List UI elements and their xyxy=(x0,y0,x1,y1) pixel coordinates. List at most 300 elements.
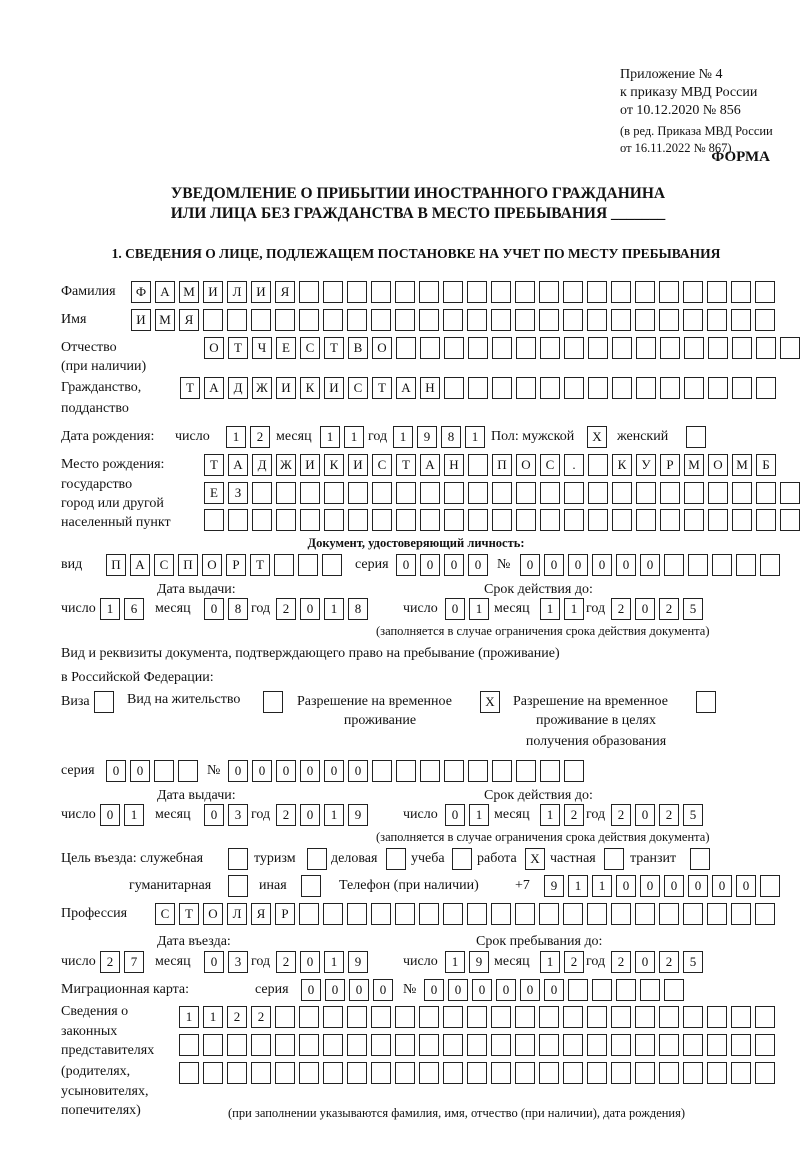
char-box[interactable]: 0 xyxy=(348,760,368,782)
char-box[interactable] xyxy=(395,1006,415,1028)
char-box[interactable] xyxy=(659,1034,679,1056)
char-box[interactable] xyxy=(515,309,535,331)
char-box[interactable]: 0 xyxy=(424,979,444,1001)
char-box[interactable] xyxy=(660,377,680,399)
char-box[interactable] xyxy=(708,482,728,504)
char-box[interactable] xyxy=(395,309,415,331)
char-box[interactable]: 2 xyxy=(227,1006,247,1028)
char-box[interactable]: 0 xyxy=(396,554,416,576)
char-box[interactable] xyxy=(251,309,271,331)
char-box[interactable]: 0 xyxy=(640,554,660,576)
char-box[interactable] xyxy=(612,337,632,359)
char-box[interactable] xyxy=(592,979,612,1001)
char-box[interactable]: О xyxy=(202,554,222,576)
char-box[interactable]: 0 xyxy=(448,979,468,1001)
char-box[interactable]: З xyxy=(228,482,248,504)
char-box[interactable] xyxy=(540,482,560,504)
char-box[interactable] xyxy=(491,281,511,303)
char-box[interactable] xyxy=(94,691,114,713)
char-box[interactable] xyxy=(683,1006,703,1028)
char-box[interactable] xyxy=(252,509,272,531)
char-box[interactable] xyxy=(712,554,732,576)
char-box[interactable] xyxy=(732,482,752,504)
char-box[interactable]: 1 xyxy=(568,875,588,897)
char-box[interactable]: 1 xyxy=(324,804,344,826)
char-box[interactable]: . xyxy=(564,454,584,476)
char-box[interactable]: О xyxy=(203,903,223,925)
char-box[interactable]: И xyxy=(348,454,368,476)
char-box[interactable] xyxy=(204,509,224,531)
char-box[interactable] xyxy=(588,454,608,476)
char-box[interactable] xyxy=(731,1062,751,1084)
char-box[interactable] xyxy=(587,1006,607,1028)
char-box[interactable]: 0 xyxy=(204,951,224,973)
char-box[interactable]: К xyxy=(324,454,344,476)
char-box[interactable] xyxy=(686,426,706,448)
char-box[interactable] xyxy=(755,309,775,331)
char-box[interactable]: 2 xyxy=(276,598,296,620)
char-box[interactable] xyxy=(683,903,703,925)
char-box[interactable]: 0 xyxy=(130,760,150,782)
char-box[interactable]: А xyxy=(204,377,224,399)
char-box[interactable]: 0 xyxy=(712,875,732,897)
char-box[interactable] xyxy=(492,760,512,782)
char-box[interactable] xyxy=(611,1006,631,1028)
char-box[interactable]: 1 xyxy=(124,804,144,826)
char-box[interactable]: 0 xyxy=(444,554,464,576)
char-box[interactable]: Н xyxy=(420,377,440,399)
char-box[interactable]: 2 xyxy=(564,804,584,826)
char-box[interactable] xyxy=(371,281,391,303)
char-box[interactable] xyxy=(467,1034,487,1056)
char-box[interactable] xyxy=(731,1034,751,1056)
char-box[interactable]: 9 xyxy=(348,804,368,826)
char-box[interactable] xyxy=(707,1006,727,1028)
char-box[interactable] xyxy=(324,509,344,531)
char-box[interactable] xyxy=(568,979,588,1001)
char-box[interactable] xyxy=(275,1062,295,1084)
char-box[interactable]: 0 xyxy=(635,804,655,826)
char-box[interactable] xyxy=(707,309,727,331)
char-box[interactable] xyxy=(276,509,296,531)
char-box[interactable]: 6 xyxy=(124,598,144,620)
char-box[interactable]: И xyxy=(131,309,151,331)
char-box[interactable] xyxy=(588,377,608,399)
char-box[interactable] xyxy=(347,903,367,925)
char-box[interactable] xyxy=(443,1062,463,1084)
char-box[interactable]: 2 xyxy=(251,1006,271,1028)
char-box[interactable]: 2 xyxy=(659,951,679,973)
char-box[interactable]: 1 xyxy=(469,598,489,620)
char-box[interactable] xyxy=(640,979,660,1001)
char-box[interactable]: 0 xyxy=(616,554,636,576)
char-box[interactable] xyxy=(684,509,704,531)
char-box[interactable] xyxy=(683,281,703,303)
char-box[interactable] xyxy=(636,377,656,399)
char-box[interactable] xyxy=(179,1062,199,1084)
char-box[interactable] xyxy=(563,281,583,303)
char-box[interactable] xyxy=(467,903,487,925)
char-box[interactable] xyxy=(371,1006,391,1028)
char-box[interactable] xyxy=(780,509,800,531)
char-box[interactable] xyxy=(395,903,415,925)
char-box[interactable] xyxy=(347,1062,367,1084)
char-box[interactable] xyxy=(323,903,343,925)
char-box[interactable]: 9 xyxy=(348,951,368,973)
char-box[interactable] xyxy=(275,1006,295,1028)
char-box[interactable] xyxy=(563,309,583,331)
char-box[interactable] xyxy=(347,1006,367,1028)
char-box[interactable] xyxy=(300,509,320,531)
char-box[interactable] xyxy=(299,309,319,331)
char-box[interactable] xyxy=(588,482,608,504)
char-box[interactable]: 1 xyxy=(324,598,344,620)
char-box[interactable]: 1 xyxy=(179,1006,199,1028)
char-box[interactable] xyxy=(684,337,704,359)
char-box[interactable] xyxy=(275,309,295,331)
char-box[interactable] xyxy=(301,875,321,897)
char-box[interactable]: 1 xyxy=(344,426,364,448)
char-box[interactable] xyxy=(443,309,463,331)
char-box[interactable] xyxy=(636,337,656,359)
char-box[interactable] xyxy=(274,554,294,576)
char-box[interactable] xyxy=(323,281,343,303)
char-box[interactable]: А xyxy=(130,554,150,576)
char-box[interactable] xyxy=(263,691,283,713)
char-box[interactable] xyxy=(347,281,367,303)
char-box[interactable]: 1 xyxy=(226,426,246,448)
char-box[interactable]: Л xyxy=(227,903,247,925)
char-box[interactable]: 2 xyxy=(659,804,679,826)
char-box[interactable] xyxy=(395,281,415,303)
char-box[interactable] xyxy=(348,482,368,504)
char-box[interactable]: Р xyxy=(275,903,295,925)
char-box[interactable] xyxy=(467,309,487,331)
char-box[interactable] xyxy=(492,337,512,359)
char-box[interactable]: 1 xyxy=(469,804,489,826)
char-box[interactable]: 2 xyxy=(611,598,631,620)
char-box[interactable] xyxy=(347,1034,367,1056)
char-box[interactable]: Е xyxy=(204,482,224,504)
char-box[interactable]: 0 xyxy=(568,554,588,576)
char-box[interactable] xyxy=(755,1034,775,1056)
char-box[interactable] xyxy=(539,309,559,331)
char-box[interactable] xyxy=(612,377,632,399)
char-box[interactable] xyxy=(540,337,560,359)
char-box[interactable]: В xyxy=(348,337,368,359)
char-box[interactable] xyxy=(419,309,439,331)
char-box[interactable] xyxy=(492,509,512,531)
char-box[interactable] xyxy=(203,309,223,331)
char-box[interactable]: 0 xyxy=(520,554,540,576)
char-box[interactable]: X xyxy=(480,691,500,713)
char-box[interactable] xyxy=(468,377,488,399)
char-box[interactable] xyxy=(636,509,656,531)
char-box[interactable]: 1 xyxy=(564,598,584,620)
char-box[interactable]: 2 xyxy=(564,951,584,973)
char-box[interactable] xyxy=(708,377,728,399)
char-box[interactable] xyxy=(420,509,440,531)
char-box[interactable] xyxy=(635,1006,655,1028)
char-box[interactable]: Ф xyxy=(131,281,151,303)
char-box[interactable]: И xyxy=(203,281,223,303)
char-box[interactable]: П xyxy=(178,554,198,576)
char-box[interactable] xyxy=(228,509,248,531)
char-box[interactable] xyxy=(468,454,488,476)
char-box[interactable]: 0 xyxy=(616,875,636,897)
char-box[interactable]: 0 xyxy=(640,875,660,897)
char-box[interactable] xyxy=(467,1006,487,1028)
char-box[interactable] xyxy=(731,281,751,303)
char-box[interactable] xyxy=(696,691,716,713)
char-box[interactable] xyxy=(492,377,512,399)
char-box[interactable]: Т xyxy=(228,337,248,359)
char-box[interactable] xyxy=(564,760,584,782)
char-box[interactable] xyxy=(491,903,511,925)
char-box[interactable] xyxy=(780,482,800,504)
char-box[interactable] xyxy=(275,1034,295,1056)
char-box[interactable]: С xyxy=(300,337,320,359)
char-box[interactable] xyxy=(731,903,751,925)
char-box[interactable]: 0 xyxy=(300,951,320,973)
char-box[interactable] xyxy=(300,482,320,504)
char-box[interactable] xyxy=(443,1006,463,1028)
char-box[interactable]: 0 xyxy=(300,760,320,782)
char-box[interactable] xyxy=(515,281,535,303)
char-box[interactable]: П xyxy=(492,454,512,476)
char-box[interactable] xyxy=(756,509,776,531)
char-box[interactable]: 0 xyxy=(228,760,248,782)
char-box[interactable] xyxy=(491,1062,511,1084)
char-box[interactable]: 1 xyxy=(465,426,485,448)
char-box[interactable]: 8 xyxy=(228,598,248,620)
char-box[interactable] xyxy=(179,1034,199,1056)
char-box[interactable]: Т xyxy=(250,554,270,576)
char-box[interactable] xyxy=(419,1006,439,1028)
char-box[interactable]: 0 xyxy=(252,760,272,782)
char-box[interactable] xyxy=(588,509,608,531)
char-box[interactable] xyxy=(683,1062,703,1084)
char-box[interactable]: С xyxy=(372,454,392,476)
char-box[interactable] xyxy=(587,281,607,303)
char-box[interactable] xyxy=(322,554,342,576)
char-box[interactable] xyxy=(396,760,416,782)
char-box[interactable]: Т xyxy=(204,454,224,476)
char-box[interactable]: 0 xyxy=(349,979,369,1001)
char-box[interactable] xyxy=(323,1034,343,1056)
char-box[interactable] xyxy=(539,1006,559,1028)
char-box[interactable] xyxy=(444,760,464,782)
char-box[interactable] xyxy=(491,309,511,331)
char-box[interactable]: 1 xyxy=(540,598,560,620)
char-box[interactable] xyxy=(419,1034,439,1056)
char-box[interactable]: Ж xyxy=(252,377,272,399)
char-box[interactable] xyxy=(467,281,487,303)
char-box[interactable]: 2 xyxy=(276,804,296,826)
char-box[interactable]: Р xyxy=(660,454,680,476)
char-box[interactable] xyxy=(660,337,680,359)
char-box[interactable] xyxy=(707,1034,727,1056)
char-box[interactable]: 9 xyxy=(417,426,437,448)
char-box[interactable] xyxy=(299,1034,319,1056)
char-box[interactable]: 0 xyxy=(301,979,321,1001)
char-box[interactable]: С xyxy=(154,554,174,576)
char-box[interactable]: М xyxy=(179,281,199,303)
char-box[interactable] xyxy=(540,509,560,531)
char-box[interactable]: 5 xyxy=(683,951,703,973)
char-box[interactable] xyxy=(539,1034,559,1056)
char-box[interactable] xyxy=(540,377,560,399)
char-box[interactable] xyxy=(564,509,584,531)
char-box[interactable] xyxy=(587,903,607,925)
char-box[interactable] xyxy=(396,337,416,359)
char-box[interactable]: 0 xyxy=(300,804,320,826)
char-box[interactable] xyxy=(539,903,559,925)
char-box[interactable] xyxy=(707,281,727,303)
char-box[interactable]: А xyxy=(155,281,175,303)
char-box[interactable]: 1 xyxy=(540,951,560,973)
char-box[interactable] xyxy=(736,554,756,576)
char-box[interactable]: С xyxy=(155,903,175,925)
char-box[interactable]: 0 xyxy=(544,554,564,576)
char-box[interactable]: 0 xyxy=(496,979,516,1001)
char-box[interactable]: Е xyxy=(276,337,296,359)
char-box[interactable]: Т xyxy=(396,454,416,476)
char-box[interactable]: 0 xyxy=(520,979,540,1001)
char-box[interactable]: 8 xyxy=(441,426,461,448)
char-box[interactable] xyxy=(443,281,463,303)
char-box[interactable] xyxy=(515,1034,535,1056)
char-box[interactable] xyxy=(299,281,319,303)
char-box[interactable]: 0 xyxy=(688,875,708,897)
char-box[interactable]: 1 xyxy=(445,951,465,973)
char-box[interactable] xyxy=(760,554,780,576)
char-box[interactable] xyxy=(323,309,343,331)
char-box[interactable]: 2 xyxy=(100,951,120,973)
char-box[interactable]: 2 xyxy=(659,598,679,620)
char-box[interactable] xyxy=(251,1034,271,1056)
char-box[interactable] xyxy=(780,337,800,359)
char-box[interactable]: М xyxy=(155,309,175,331)
char-box[interactable] xyxy=(688,554,708,576)
char-box[interactable]: 0 xyxy=(468,554,488,576)
char-box[interactable]: Ж xyxy=(276,454,296,476)
char-box[interactable] xyxy=(420,337,440,359)
char-box[interactable]: К xyxy=(300,377,320,399)
char-box[interactable]: Т xyxy=(324,337,344,359)
char-box[interactable] xyxy=(564,482,584,504)
char-box[interactable] xyxy=(563,1006,583,1028)
char-box[interactable]: К xyxy=(612,454,632,476)
char-box[interactable]: 7 xyxy=(124,951,144,973)
char-box[interactable]: X xyxy=(587,426,607,448)
char-box[interactable] xyxy=(756,337,776,359)
char-box[interactable]: О xyxy=(708,454,728,476)
char-box[interactable]: Я xyxy=(179,309,199,331)
char-box[interactable] xyxy=(299,1062,319,1084)
char-box[interactable]: М xyxy=(684,454,704,476)
char-box[interactable]: X xyxy=(525,848,545,870)
char-box[interactable] xyxy=(419,1062,439,1084)
char-box[interactable]: О xyxy=(204,337,224,359)
char-box[interactable]: 0 xyxy=(420,554,440,576)
char-box[interactable]: 0 xyxy=(635,598,655,620)
char-box[interactable] xyxy=(515,1062,535,1084)
char-box[interactable]: 2 xyxy=(250,426,270,448)
char-box[interactable] xyxy=(756,482,776,504)
char-box[interactable] xyxy=(515,1006,535,1028)
char-box[interactable] xyxy=(228,875,248,897)
char-box[interactable]: С xyxy=(348,377,368,399)
char-box[interactable]: 2 xyxy=(611,804,631,826)
char-box[interactable] xyxy=(611,903,631,925)
char-box[interactable] xyxy=(348,509,368,531)
char-box[interactable] xyxy=(587,309,607,331)
char-box[interactable] xyxy=(468,337,488,359)
char-box[interactable]: 0 xyxy=(276,760,296,782)
char-box[interactable]: 1 xyxy=(320,426,340,448)
char-box[interactable] xyxy=(660,482,680,504)
char-box[interactable] xyxy=(683,1034,703,1056)
char-box[interactable] xyxy=(323,1006,343,1028)
char-box[interactable]: И xyxy=(324,377,344,399)
char-box[interactable] xyxy=(347,309,367,331)
char-box[interactable] xyxy=(539,281,559,303)
char-box[interactable]: И xyxy=(251,281,271,303)
char-box[interactable] xyxy=(587,1034,607,1056)
char-box[interactable] xyxy=(755,903,775,925)
char-box[interactable] xyxy=(684,377,704,399)
char-box[interactable] xyxy=(468,509,488,531)
char-box[interactable]: Р xyxy=(226,554,246,576)
char-box[interactable] xyxy=(564,337,584,359)
char-box[interactable] xyxy=(611,1062,631,1084)
char-box[interactable]: 0 xyxy=(445,804,465,826)
char-box[interactable] xyxy=(444,377,464,399)
char-box[interactable] xyxy=(664,554,684,576)
char-box[interactable]: Т xyxy=(179,903,199,925)
char-box[interactable] xyxy=(636,482,656,504)
char-box[interactable] xyxy=(563,1062,583,1084)
char-box[interactable] xyxy=(755,1062,775,1084)
char-box[interactable] xyxy=(228,848,248,870)
char-box[interactable] xyxy=(732,377,752,399)
char-box[interactable] xyxy=(203,1034,223,1056)
char-box[interactable] xyxy=(467,1062,487,1084)
char-box[interactable] xyxy=(635,903,655,925)
char-box[interactable] xyxy=(755,281,775,303)
char-box[interactable] xyxy=(396,482,416,504)
char-box[interactable]: Н xyxy=(444,454,464,476)
char-box[interactable] xyxy=(635,1034,655,1056)
char-box[interactable] xyxy=(227,309,247,331)
char-box[interactable] xyxy=(252,482,272,504)
char-box[interactable] xyxy=(516,337,536,359)
char-box[interactable] xyxy=(443,1034,463,1056)
char-box[interactable]: 1 xyxy=(393,426,413,448)
char-box[interactable]: 0 xyxy=(472,979,492,1001)
char-box[interactable]: С xyxy=(540,454,560,476)
char-box[interactable]: 0 xyxy=(300,598,320,620)
char-box[interactable] xyxy=(611,281,631,303)
char-box[interactable]: 2 xyxy=(276,951,296,973)
char-box[interactable]: 5 xyxy=(683,598,703,620)
char-box[interactable]: О xyxy=(372,337,392,359)
char-box[interactable] xyxy=(420,482,440,504)
char-box[interactable]: 1 xyxy=(592,875,612,897)
char-box[interactable]: 1 xyxy=(324,951,344,973)
char-box[interactable]: А xyxy=(228,454,248,476)
